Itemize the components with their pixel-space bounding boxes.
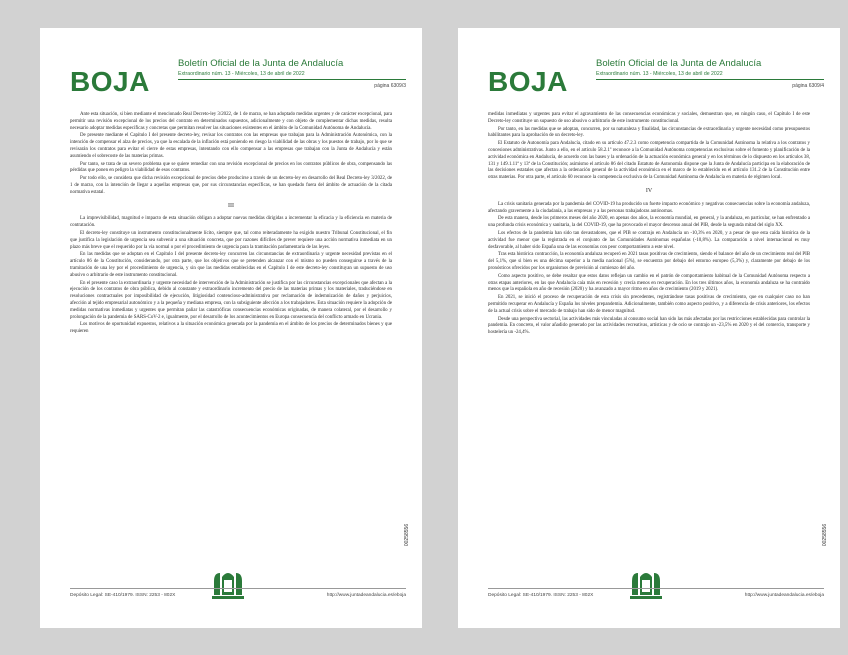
- junta-emblem-icon: [208, 565, 248, 609]
- paragraph: De presente mediante el Capítulo I del presente decreto-ley, revisar los contratos con las empresas que trabajan para la Administración Autonómica, con la intención de compensar el alza de precios, ya que la escalada de la inflación está poniendo en riesgo la viabilidad de las obras y los puestos de trabajo, por lo que se revisarán los contratos para evitar el cierre de estas empresas, intentando con ello compensar a las empresas que trabajan con la Junta de Andalucía y están asumiendo el sobrecoste de las materias primas.: [70, 133, 392, 159]
- issue-subtitle: Extraordinario núm. 13 - Miércoles, 13 de abril de 2022: [596, 71, 723, 77]
- document-page-right: [458, 28, 840, 628]
- paragraph: El Estatuto de Autonomía para Andalucía, citado en su artículo 47.2.3 como competencia compartida de la Comunidad Autónoma la relativa a los contratos y concesiones administrativas. Junto a ello, en el artículo 58.2.1º reconoce a la Comunidad Autónoma competencias exclusivas sobre el fomento y planificación de la actividad económica en Andalucía, de acuerdo con las bases y la ordenación de la actuación económica general y en los términos de lo dispuesto en los artículos 38, 131 y 149.1.11ª y 13ª de la Constitución; asimismo el artículo 86 del citado Estatuto de Autonomía dispone que la Junta de Andalucía participa en la elaboración de las decisiones estatales que afectan a la ordenación general de la actividad económica en el marco de lo establecido en el artículo 131.2 de la Constitución entre otras materias. Por otra parte, el artículo 60 reconoce la competencia exclusiva de la Comunidad Autónoma de Andalucía en materia de régimen local.: [488, 141, 810, 181]
- bulletin-title: Boletín Oficial de la Junta de Andalucía: [596, 58, 762, 69]
- section-heading: III: [228, 202, 234, 209]
- bulletin-title: Boletín Oficial de la Junta de Andalucía: [178, 58, 344, 69]
- paragraph: Por tanto, en las medidas que se adoptan, concurren, por su naturaleza y finalidad, las circunstancias de extraordinaria y urgente necesidad como presupuestos habilitantes para la aprobación de un decreto-ley.: [488, 126, 810, 139]
- paragraph: De esta manera, desde los primeros meses del año 2020, en apenas dos años, la economía mundial, en general, y la andaluza, en particular, se han enfrentado a una profunda crisis económica y sanitaria, la del COVID-19, que ha provocado el mayor descenso anual del PIB, desde la segunda mitad del siglo XX.: [488, 216, 810, 229]
- page-number: página 6309/4: [792, 83, 824, 89]
- website-link[interactable]: http://www.juntadeandalucia.es/eboja: [744, 593, 824, 598]
- website-link[interactable]: http://www.juntadeandalucia.es/eboja: [326, 593, 406, 598]
- issue-subtitle: Extraordinario núm. 13 - Miércoles, 13 de abril de 2022: [178, 71, 305, 77]
- boja-logo: BOJA: [70, 66, 150, 97]
- document-code: 00258556: [403, 523, 410, 547]
- paragraph: El decreto-ley constituye un instrumento constitucionalmente lícito, siempre que, tal como reiteradamente ha exigido nuestro Tribunal Constitucional, el fin que justifica la legislación de urgencia sea subvenir a una situación concreta, que por razones difíciles de prever requiere una acción normativa inmediata en un plazo más breve que el requerido por la vía normal o por el procedimiento de urgencia para la tramitación parlamentaria de las leyes.: [70, 230, 392, 250]
- paragraph: En las medidas que se adoptan en el Capítulo I del presente decreto-ley concurren las circunstancias de extraordinaria y urgente necesidad previstas en el artículo 86 de la Constitución, considerando, por otra parte, que los objetivos que se pretenden alcanzar con el mismo no pueden conseguirse a través de la tramitación de una ley por el procedimiento de urgencia, y sin que las medidas establecidas en el Capítulo I de este decreto-ley constituyan un supuesto de uso abusivo o arbitrario de este instrumento constitucional.: [70, 252, 392, 278]
- paragraph: Por tanto, se trata de un severo problema que se quiere remediar con una revisión excepcional de precios en los contratos públicos de obra, compensando las pérdidas que ponen en peligro la viabilidad de esos contratos.: [70, 161, 392, 174]
- paragraph: Tras esta histórica contracción, la economía andaluza recuperó en 2021 tasas positivas de crecimiento, siendo el balance del año de un crecimiento real del PIB del 5,1%, que si bien es una décima superior a la media nacional (5%), se encuentra por debajo del entorno europeo (5,3%) y, claramente por debajo de los pronósticos ofrecidos por los organismos de previsión al comienzo del año.: [488, 252, 810, 271]
- paragraph: Los efectos de la pandemia han sido tan devastadores, que el PIB se contrajo en Andalucía un -10,3% en 2020, y a pesar de que esta caída histórica de la actividad fue menor que la registrada en el conjunto de las Comunidades Autónomas españolas (-10,8%). La comparación a nivel internacional es muy desfavorable, al haber sido España una de las economías con peor comportamiento a este nivel.: [488, 230, 810, 250]
- footer-divider: [488, 588, 824, 589]
- header-divider: [178, 79, 406, 80]
- header-divider: [596, 79, 824, 80]
- paragraph: En 2021, se inició el proceso de recuperación de esta crisis sin precedentes, registrándose tasas positivas de crecimiento, que en cualquier caso no han permitido recuperar en Andalucía y España los niveles prepandemia. Adicionalmente, también como aspecto positivo, y a diferencia de crisis anteriores, los efectos de la actual crisis sobre el mercado de trabajo han sido de menor magnitud.: [488, 295, 810, 314]
- paragraph: En el presente caso la extraordinaria y urgente necesidad de intervención de la Administración se justifica por las circunstancias excepcionales que afectan a la ejecución de los contratos de obra pública, debido al constante y extraordinario incremento del precio de las materias primas y los materiales, traduciéndose en resoluciones contractuales por imposibilidad de ejecución, litigiosidad contencioso-administrativa por reclamación de indemnización de daños y perjuicios, afección al tejido empresarial autonómico y a la pequeña y mediana empresa, con la subsiguiente afección a los trabajadores. Esta situación requiere la adopción de medidas normativas inmediatas y urgentes que permitan paliar las catastróficas consecuencias económicas originadas, de manera colateral, por el desarrollo y prolongación de la pandemia de SARS-CoV-2 e, igualmente, por el desarrollo de los acontecimientos en Europa consecuencia del conflicto armado en Ucrania.: [70, 280, 392, 320]
- paragraph: Como aspecto positivo, se debe resaltar que estos datos reflejan un cambio en el patrón de comportamiento habitual de la Comunidad Autónoma respecto a otras etapas anteriores, en las que Andalucía caía más en recesión y crecía menos en recuperación. En los tres últimos años, la economía andaluza se ha contraído menos que la española en año de recesión (2020) y ha avanzado a mayor ritmo en años de crecimiento (2019 y 2021).: [488, 273, 810, 293]
- document-code: 00258556: [821, 523, 828, 547]
- paragraph: La imprevisibilidad, magnitud e impacto de esta situación obligan a adoptar nuevas medidas dirigidas a incrementar la eficacia y la eficiencia en materia de contratación.: [70, 216, 392, 229]
- boja-logo: BOJA: [488, 66, 568, 97]
- paragraph: Los motivos de oportunidad expuestos, relativos a la situación económica generada por la pandemia en el ámbito de los precios de determinados bienes y que requieren: [70, 322, 392, 335]
- page-number: página 6309/3: [374, 83, 406, 89]
- body-text: [488, 112, 810, 338]
- junta-emblem-icon: [626, 565, 666, 609]
- document-page-left: [40, 28, 422, 628]
- legal-deposit: Depósito Legal: SE-410/1979. ISSN: 2253 - 802X: [70, 593, 176, 598]
- paragraph: Desde una perspectiva sectorial, las actividades más vinculadas al consumo social han sido las más afectadas por las restricciones establecidas para controlar la pandemia. En concreto, el valor añadido generado por las actividades recreativas, artísticas y de ocio se contrajo un -23,5% en 2020 y el del comercio, transporte y hostelería un -24,4%.: [488, 316, 810, 336]
- body-text: [70, 112, 392, 337]
- paragraph: Por todo ello, se considera que dicha revisión excepcional de precios debe producirse a través de un decreto-ley en desarrollo del Real Decreto-ley 3/2022, de 1 de marzo, con la intención de llegar a aquellas empresas que, por sus circunstancias específicas, se han quedado fuera del ámbito de actuación de la citada normativa estatal.: [70, 176, 392, 195]
- paragraph: La crisis sanitaria generada por la pandemia del COVID-19 ha producido un fuerte impacto económico y negativas consecuencias sobre la economía andaluza, afectando gravemente a la ciudadanía, a las empresas y a las personas trabajadoras autónomas.: [488, 201, 810, 214]
- legal-deposit: Depósito Legal: SE-410/1979. ISSN: 2253 - 802X: [488, 593, 594, 598]
- paragraph: Ante esta situación, si bien mediante el mencionado Real Decreto-ley 3/2022, de 1 de marzo, se han adoptado medidas urgentes y de carácter excepcional, para permitir una revisión excepcional de los precios del contrato en determinados supuestos, adicionalmente y con objeto de complementar dichas medidas, resulta necesario adoptar medidas específicas y concretas que permitan resolver las situaciones existentes en el ámbito de la Comunidad Autónoma de Andalucía.: [70, 112, 392, 131]
- footer-divider: [70, 588, 406, 589]
- section-heading: IV: [645, 187, 653, 194]
- paragraph: medidas inmediatas y urgentes para evitar el agravamiento de las consecuencias económicas y sociales, demuestran que, en ningún caso, el Capítulo I de este Decreto-ley constituye un supuesto de uso abusivo o arbitrario de este instrumento constitucional.: [488, 112, 810, 124]
